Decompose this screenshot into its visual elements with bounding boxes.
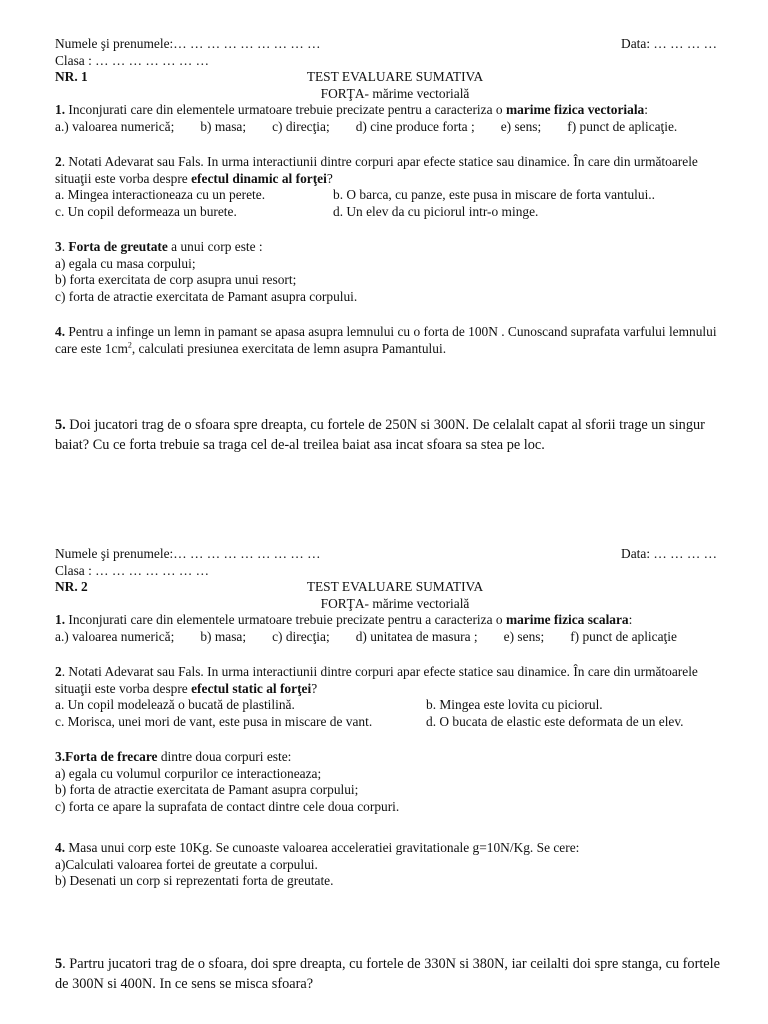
question-text-end: : [628, 612, 633, 627]
question-number: 2 [55, 664, 62, 679]
question-2-options-row-2 [55, 714, 735, 731]
question-emphasis: marime fizica scalara [505, 612, 629, 627]
option: b) forta de atractie exercitata de Pamant asupra corpului; [55, 782, 359, 797]
question-text: Doi jucatori trag de o sfoara spre dreapta, cu fortele de 250N si 300N. De celalalt capat al sforii trage un singur baiat? Cu ce forta trebuie sa traga cel de-al treilea baiat asa incat sfoara sa stea pe loc. [55, 417, 705, 453]
question-number: 3. [55, 749, 66, 764]
date-field: Data: … … … … [621, 36, 717, 51]
question-number: 4. [55, 324, 66, 339]
question-5 [55, 954, 735, 994]
option: c) direcţia; [272, 118, 330, 134]
question-emphasis: Forta de greutate [68, 239, 168, 254]
option: e) sens; [500, 118, 542, 134]
question-number: 1. [55, 102, 66, 117]
question-4 [55, 324, 735, 357]
question-number: 5 [55, 955, 63, 972]
question-1 [55, 612, 735, 629]
option: a) egala cu masa corpului; [55, 255, 196, 271]
name-field: Numele şi prenumele:… … … … … … … … … [55, 546, 321, 561]
option: d) cine produce forta ; [355, 118, 475, 134]
option: b) forta exercitata de corp asupra unui resort; [55, 272, 297, 287]
question-emphasis: marime fizica vectoriala [505, 102, 645, 117]
question-2-options-row-1 [55, 187, 735, 204]
option: c) direcţia; [272, 628, 330, 644]
option: a) egala cu volumul corpurilor ce interactioneaza; [55, 765, 322, 781]
question-text: Inconjurati care din elementele urmatoare trebuie precizate pentru a caracteriza o [65, 612, 506, 627]
option: c. Morisca, unei mori de vant, este pusa in miscare de vant. [55, 713, 373, 729]
test-number: NR. 1 [55, 69, 88, 84]
class-field: Clasa : … … … … … … … [55, 562, 209, 578]
option: d) unitatea de masura ; [355, 628, 478, 644]
option: b) Desenati un corp si reprezentati forta de greutate. [55, 873, 334, 888]
question-emphasis: Forta de frecare [65, 749, 158, 764]
question-dot: . [61, 239, 69, 254]
option: d. O bucata de elastic este deformata de un elev. [426, 713, 684, 729]
question-emphasis: efectul dinamic al forţei [191, 170, 327, 186]
question-text: . Notati Adevarat sau Fals. In urma interactiunii dintre corpuri apar efecte statice sau dinamice. În care din următoarele situaţii este vorba despre [55, 664, 698, 696]
option: c) forta de atractie exercitata de Pamant asupra corpului. [55, 288, 358, 304]
question-2 [55, 154, 735, 187]
question-text-end: ? [326, 170, 333, 186]
question-4 [55, 840, 735, 857]
class-field: Clasa : … … … … … … … [55, 52, 209, 68]
title-row [55, 579, 735, 596]
test-1 [55, 36, 735, 455]
option: d. Un elev da cu piciorul intr-o minge. [333, 203, 539, 219]
question-3 [55, 239, 735, 256]
header-row [55, 36, 735, 53]
option: c. Un copil deformeaza un burete. [55, 203, 237, 219]
question-text: . Notati Adevarat sau Fals. In urma interactiunii dintre corpuri apar efecte statice sau dinamice. În care din următoarele situaţii este vorba despre [55, 154, 698, 186]
question-1 [55, 102, 735, 119]
question-number: 5. [55, 417, 66, 433]
option: a)Calculati valoarea fortei de greutate a corpului. [55, 856, 318, 872]
option: f) punct de aplicaţie. [567, 118, 678, 134]
title-row [55, 69, 735, 86]
question-text: Masa unui corp este 10Kg. Se cunoaste valoarea acceleratiei gravitationale g=10N/Kg. Se cere: [65, 840, 580, 855]
date-field: Data: … … … … [621, 546, 717, 561]
question-2-options-row-2 [55, 204, 735, 221]
question-number: 4. [55, 840, 66, 855]
question-text: dintre doua corpuri este: [157, 749, 292, 764]
question-number: 3 [55, 239, 62, 254]
question-1-options [55, 119, 735, 136]
option: a. Un copil modelează o bucată de plastilină. [55, 697, 295, 712]
option: e) sens; [503, 628, 545, 644]
question-text-end: , calculati presiunea exercitata de lemn asupra Pamantului. [131, 340, 447, 356]
header-row [55, 546, 735, 563]
question-3 [55, 749, 735, 766]
question-text: a unui corp este : [167, 239, 263, 254]
option: b. O barca, cu panze, este pusa in miscare de forta vantului.. [333, 187, 655, 202]
test-2 [55, 546, 735, 994]
option: b) masa; [200, 628, 247, 644]
question-number: 2 [55, 154, 62, 169]
option: a.) valoarea numerică; [55, 118, 175, 134]
option: a.) valoarea numerică; [55, 628, 175, 644]
option: a. Mingea interactioneaza cu un perete. [55, 187, 266, 202]
question-emphasis: efectul static al forţei [191, 680, 312, 696]
option: c) forta ce apare la suprafata de contact dintre cele doua corpuri. [55, 798, 400, 814]
option: f) punct de aplicaţie [570, 628, 677, 644]
name-field: Numele şi prenumele:… … … … … … … … … [55, 36, 321, 51]
option: b) masa; [200, 118, 247, 134]
test-subtitle: FORŢA- mărime vectorială [320, 85, 470, 101]
question-text-end: : [644, 102, 648, 117]
test-subtitle: FORŢA- mărime vectorială [320, 595, 470, 611]
question-5 [55, 415, 735, 455]
question-1-options [55, 629, 735, 646]
question-2-options-row-1 [55, 697, 735, 714]
question-text-end: ? [311, 680, 318, 696]
option: b. Mingea este lovita cu piciorul. [426, 697, 603, 712]
question-text: Inconjurati care din elementele urmatoare trebuie precizate pentru a caracteriza o [65, 102, 506, 117]
question-text: Pentru a infinge un lemn in pamant se apasa asupra lemnului cu o forta de 100N . Cunoscand suprafata varfului lemnului care este 1cm [55, 324, 717, 356]
test-title: TEST EVALUARE SUMATIVA [306, 69, 484, 84]
question-text: . Partru jucatori trag de o sfoara, doi spre dreapta, cu fortele de 330N si 380N, iar ceilalti doi spre stanga, cu fortele de 300N si 400N. In ce sens se misca sfoara? [55, 955, 720, 992]
test-title: TEST EVALUARE SUMATIVA [306, 579, 484, 594]
worksheet [55, 36, 735, 992]
question-number: 1. [55, 612, 66, 627]
question-2 [55, 664, 735, 697]
superscript: 2 [127, 340, 132, 350]
test-number: NR. 2 [55, 579, 88, 594]
